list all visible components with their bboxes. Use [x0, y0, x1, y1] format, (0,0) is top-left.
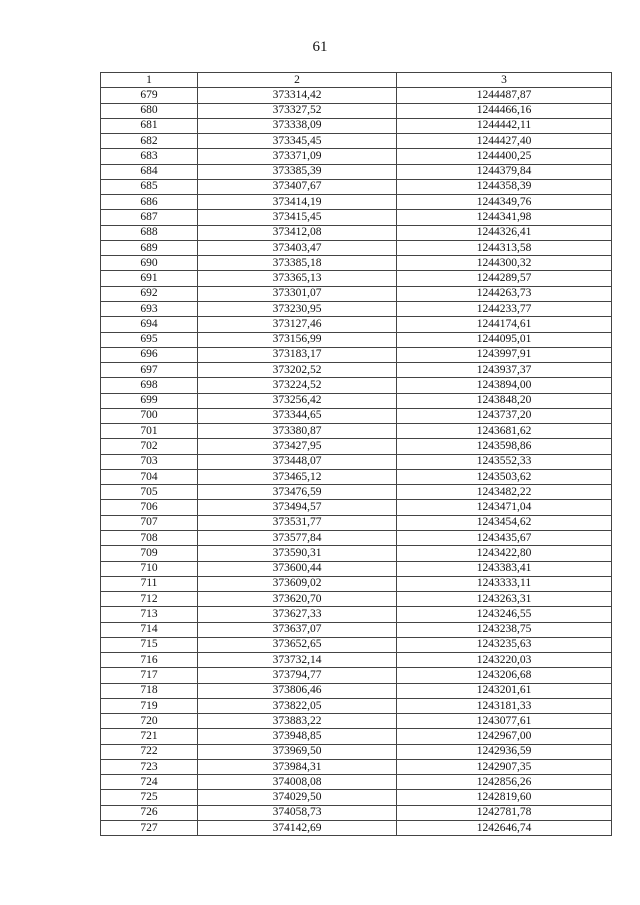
x-coordinate-cell: 373365,13: [198, 271, 397, 286]
point-number-cell: 680: [101, 103, 198, 118]
table-row: [101, 454, 612, 469]
x-coordinate-cell: 373301,07: [198, 286, 397, 301]
table-row: [101, 408, 612, 423]
x-coordinate-cell: 373403,47: [198, 240, 397, 255]
y-coordinate-cell: 1242646,74: [397, 821, 612, 836]
x-coordinate-cell: 373531,77: [198, 515, 397, 530]
coordinates-table: [100, 72, 612, 836]
point-number-cell: 708: [101, 530, 198, 545]
point-number-cell: 695: [101, 332, 198, 347]
page-number: 61: [312, 39, 328, 55]
table-row: [101, 515, 612, 530]
y-coordinate-cell: 1243435,67: [397, 530, 612, 545]
point-number-cell: 698: [101, 378, 198, 393]
table-row: [101, 775, 612, 790]
point-number-cell: 694: [101, 317, 198, 332]
point-number-cell: 702: [101, 439, 198, 454]
table-row: [101, 561, 612, 576]
x-coordinate-cell: 373590,31: [198, 546, 397, 561]
point-number-cell: 707: [101, 515, 198, 530]
x-coordinate-cell: 373256,42: [198, 393, 397, 408]
table-row: [101, 698, 612, 713]
x-coordinate-cell: 373127,46: [198, 317, 397, 332]
y-coordinate-cell: 1243201,61: [397, 683, 612, 698]
table-row: [101, 759, 612, 774]
table-row: [101, 225, 612, 240]
table-row: [101, 714, 612, 729]
x-coordinate-cell: 373637,07: [198, 622, 397, 637]
table-row: [101, 363, 612, 378]
table-row: [101, 683, 612, 698]
y-coordinate-cell: 1244326,41: [397, 225, 612, 240]
table-row: [101, 805, 612, 820]
point-number-cell: 722: [101, 744, 198, 759]
y-coordinate-cell: 1244289,57: [397, 271, 612, 286]
table-row: [101, 179, 612, 194]
point-number-cell: 727: [101, 821, 198, 836]
table-row: [101, 164, 612, 179]
x-coordinate-cell: 374029,50: [198, 790, 397, 805]
y-coordinate-cell: 1243181,33: [397, 698, 612, 713]
x-coordinate-cell: 373577,84: [198, 530, 397, 545]
table-row: [101, 317, 612, 332]
table-row: [101, 88, 612, 103]
y-coordinate-cell: 1242781,78: [397, 805, 612, 820]
point-number-cell: 693: [101, 301, 198, 316]
y-coordinate-cell: 1243937,37: [397, 363, 612, 378]
y-coordinate-cell: 1244427,40: [397, 134, 612, 149]
y-coordinate-cell: 1244466,16: [397, 103, 612, 118]
point-number-cell: 689: [101, 240, 198, 255]
point-number-cell: 715: [101, 637, 198, 652]
point-number-cell: 699: [101, 393, 198, 408]
table-row: [101, 103, 612, 118]
point-number-cell: 701: [101, 424, 198, 439]
point-number-cell: 714: [101, 622, 198, 637]
y-coordinate-cell: 1243238,75: [397, 622, 612, 637]
x-coordinate-cell: 373465,12: [198, 469, 397, 484]
table-row: [101, 424, 612, 439]
point-number-cell: 706: [101, 500, 198, 515]
y-coordinate-cell: 1244487,87: [397, 88, 612, 103]
y-coordinate-cell: 1243077,61: [397, 714, 612, 729]
x-coordinate-cell: 373156,99: [198, 332, 397, 347]
table-row: [101, 118, 612, 133]
y-coordinate-cell: 1243681,62: [397, 424, 612, 439]
y-coordinate-cell: 1244095,01: [397, 332, 612, 347]
point-number-cell: 719: [101, 698, 198, 713]
table-row: [101, 744, 612, 759]
x-coordinate-cell: 373448,07: [198, 454, 397, 469]
column-header-2: 2: [198, 73, 397, 88]
x-coordinate-cell: 373984,31: [198, 759, 397, 774]
y-coordinate-cell: 1243471,04: [397, 500, 612, 515]
table-row: [101, 546, 612, 561]
point-number-cell: 721: [101, 729, 198, 744]
y-coordinate-cell: 1244349,76: [397, 195, 612, 210]
table-row: [101, 439, 612, 454]
table-row: [101, 195, 612, 210]
point-number-cell: 684: [101, 164, 198, 179]
table-header-row: [101, 73, 612, 88]
table-row: [101, 332, 612, 347]
table-row: [101, 240, 612, 255]
x-coordinate-cell: 373224,52: [198, 378, 397, 393]
point-number-cell: 688: [101, 225, 198, 240]
table-row: [101, 286, 612, 301]
x-coordinate-cell: 373345,45: [198, 134, 397, 149]
y-coordinate-cell: 1242967,00: [397, 729, 612, 744]
y-coordinate-cell: 1243598,86: [397, 439, 612, 454]
point-number-cell: 725: [101, 790, 198, 805]
x-coordinate-cell: 373412,08: [198, 225, 397, 240]
x-coordinate-cell: 373385,39: [198, 164, 397, 179]
x-coordinate-cell: 373415,45: [198, 210, 397, 225]
y-coordinate-cell: 1243552,33: [397, 454, 612, 469]
y-coordinate-cell: 1243333,11: [397, 576, 612, 591]
y-coordinate-cell: 1244174,61: [397, 317, 612, 332]
table-row: [101, 576, 612, 591]
y-coordinate-cell: 1243737,20: [397, 408, 612, 423]
y-coordinate-cell: 1243206,68: [397, 668, 612, 683]
x-coordinate-cell: 373183,17: [198, 347, 397, 362]
y-coordinate-cell: 1243220,03: [397, 653, 612, 668]
table-row: [101, 653, 612, 668]
point-number-cell: 685: [101, 179, 198, 194]
x-coordinate-cell: 373883,22: [198, 714, 397, 729]
table-body: [101, 88, 612, 836]
x-coordinate-cell: 373407,67: [198, 179, 397, 194]
x-coordinate-cell: 374058,73: [198, 805, 397, 820]
table-row: [101, 729, 612, 744]
table-row: [101, 485, 612, 500]
column-header-3: 3: [397, 73, 612, 88]
y-coordinate-cell: 1243383,41: [397, 561, 612, 576]
table-row: [101, 134, 612, 149]
point-number-cell: 687: [101, 210, 198, 225]
x-coordinate-cell: 373380,87: [198, 424, 397, 439]
point-number-cell: 705: [101, 485, 198, 500]
y-coordinate-cell: 1242907,35: [397, 759, 612, 774]
x-coordinate-cell: 373371,09: [198, 149, 397, 164]
y-coordinate-cell: 1243894,00: [397, 378, 612, 393]
point-number-cell: 710: [101, 561, 198, 576]
y-coordinate-cell: 1244263,73: [397, 286, 612, 301]
y-coordinate-cell: 1242856,26: [397, 775, 612, 790]
table-row: [101, 622, 612, 637]
point-number-cell: 683: [101, 149, 198, 164]
table-row: [101, 592, 612, 607]
point-number-cell: 692: [101, 286, 198, 301]
x-coordinate-cell: 374142,69: [198, 821, 397, 836]
y-coordinate-cell: 1243422,80: [397, 546, 612, 561]
x-coordinate-cell: 373600,44: [198, 561, 397, 576]
table-row: [101, 271, 612, 286]
table-row: [101, 668, 612, 683]
y-coordinate-cell: 1242936,59: [397, 744, 612, 759]
point-number-cell: 717: [101, 668, 198, 683]
table-row: [101, 530, 612, 545]
table-row: [101, 393, 612, 408]
point-number-cell: 682: [101, 134, 198, 149]
y-coordinate-cell: 1244341,98: [397, 210, 612, 225]
point-number-cell: 723: [101, 759, 198, 774]
table-row: [101, 347, 612, 362]
point-number-cell: 700: [101, 408, 198, 423]
x-coordinate-cell: 373385,18: [198, 256, 397, 271]
x-coordinate-cell: 373948,85: [198, 729, 397, 744]
x-coordinate-cell: 373230,95: [198, 301, 397, 316]
x-coordinate-cell: 373476,59: [198, 485, 397, 500]
table-row: [101, 790, 612, 805]
table-row: [101, 301, 612, 316]
x-coordinate-cell: 373202,52: [198, 363, 397, 378]
table-row: [101, 469, 612, 484]
y-coordinate-cell: 1243235,63: [397, 637, 612, 652]
y-coordinate-cell: 1244379,84: [397, 164, 612, 179]
point-number-cell: 709: [101, 546, 198, 561]
x-coordinate-cell: 373794,77: [198, 668, 397, 683]
y-coordinate-cell: 1244442,11: [397, 118, 612, 133]
y-coordinate-cell: 1242819,60: [397, 790, 612, 805]
point-number-cell: 718: [101, 683, 198, 698]
point-number-cell: 679: [101, 88, 198, 103]
table-row: [101, 821, 612, 836]
point-number-cell: 696: [101, 347, 198, 362]
x-coordinate-cell: 373732,14: [198, 653, 397, 668]
column-header-1: 1: [101, 73, 198, 88]
y-coordinate-cell: 1243997,91: [397, 347, 612, 362]
y-coordinate-cell: 1244313,58: [397, 240, 612, 255]
point-number-cell: 690: [101, 256, 198, 271]
x-coordinate-cell: 374008,08: [198, 775, 397, 790]
x-coordinate-cell: 373338,09: [198, 118, 397, 133]
point-number-cell: 713: [101, 607, 198, 622]
table-row: [101, 637, 612, 652]
x-coordinate-cell: 373806,46: [198, 683, 397, 698]
point-number-cell: 726: [101, 805, 198, 820]
point-number-cell: 724: [101, 775, 198, 790]
y-coordinate-cell: 1244233,77: [397, 301, 612, 316]
point-number-cell: 704: [101, 469, 198, 484]
point-number-cell: 691: [101, 271, 198, 286]
point-number-cell: 720: [101, 714, 198, 729]
x-coordinate-cell: 373822,05: [198, 698, 397, 713]
point-number-cell: 711: [101, 576, 198, 591]
x-coordinate-cell: 373652,65: [198, 637, 397, 652]
y-coordinate-cell: 1243246,55: [397, 607, 612, 622]
y-coordinate-cell: 1243503,62: [397, 469, 612, 484]
table-row: [101, 256, 612, 271]
y-coordinate-cell: 1243848,20: [397, 393, 612, 408]
y-coordinate-cell: 1244358,39: [397, 179, 612, 194]
y-coordinate-cell: 1243482,22: [397, 485, 612, 500]
point-number-cell: 681: [101, 118, 198, 133]
x-coordinate-cell: 373327,52: [198, 103, 397, 118]
x-coordinate-cell: 373627,33: [198, 607, 397, 622]
x-coordinate-cell: 373620,70: [198, 592, 397, 607]
table-row: [101, 500, 612, 515]
y-coordinate-cell: 1243263,31: [397, 592, 612, 607]
point-number-cell: 686: [101, 195, 198, 210]
point-number-cell: 697: [101, 363, 198, 378]
x-coordinate-cell: 373969,50: [198, 744, 397, 759]
x-coordinate-cell: 373414,19: [198, 195, 397, 210]
table-row: [101, 607, 612, 622]
x-coordinate-cell: 373427,95: [198, 439, 397, 454]
x-coordinate-cell: 373344,65: [198, 408, 397, 423]
x-coordinate-cell: 373314,42: [198, 88, 397, 103]
point-number-cell: 703: [101, 454, 198, 469]
x-coordinate-cell: 373609,02: [198, 576, 397, 591]
y-coordinate-cell: 1243454,62: [397, 515, 612, 530]
point-number-cell: 716: [101, 653, 198, 668]
x-coordinate-cell: 373494,57: [198, 500, 397, 515]
y-coordinate-cell: 1244300,32: [397, 256, 612, 271]
table-row: [101, 210, 612, 225]
table-row: [101, 149, 612, 164]
table-row: [101, 378, 612, 393]
y-coordinate-cell: 1244400,25: [397, 149, 612, 164]
point-number-cell: 712: [101, 592, 198, 607]
